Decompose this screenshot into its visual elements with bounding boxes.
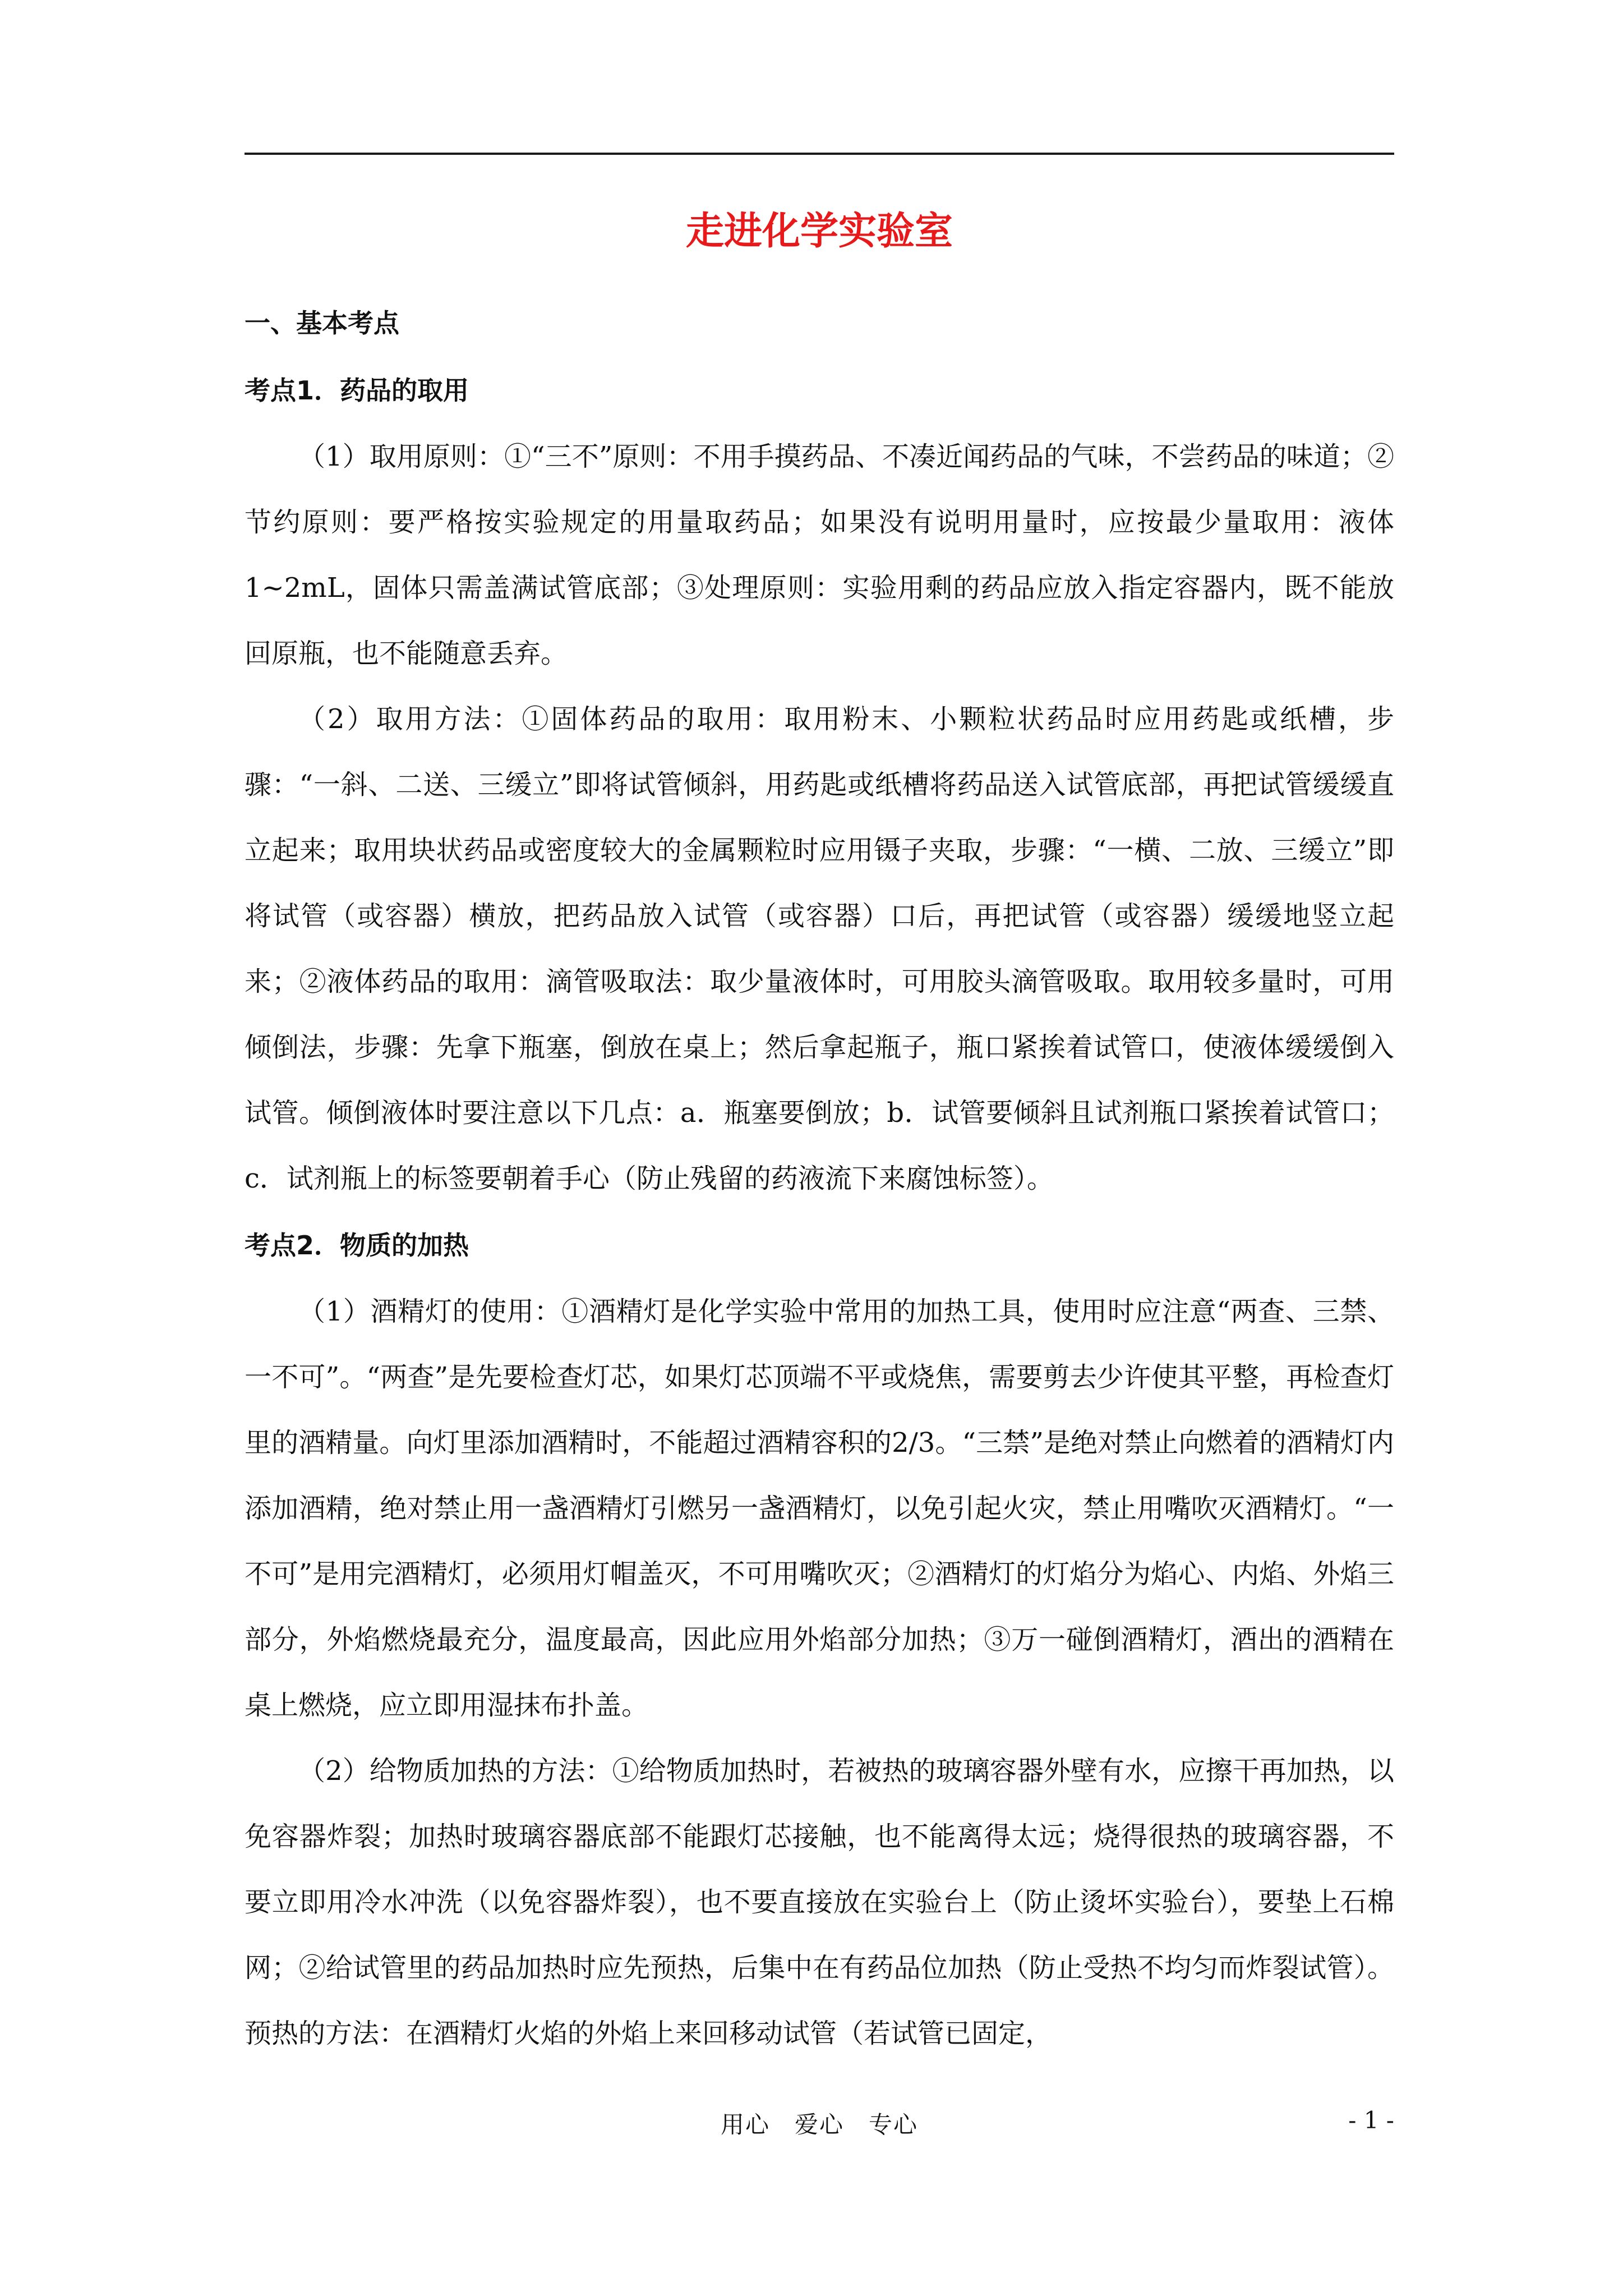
paragraph-alcohol-lamp: （1）酒精灯的使用：①酒精灯是化学实验中常用的加热工具，使用时应注意“两查、三禁、一不可”。“两查”是先要检查灯芯，如果灯芯顶端不平或烧焦，需要剪去少许使其平整，再检查灯里的酒精量。向灯里添加酒精时，不能超过酒精容积的2/3。“三禁”是绝对禁止向燃着的酒精灯内添加酒精，绝对禁止用一盏酒精灯引燃另一盏酒精灯，以免引起火灾，禁止用嘴吹灭酒精灯。“一不可”是用完酒精灯，必须用灯帽盖灭，不可用嘴吹灭；②酒精灯的灯焰分为焰心、内焰、外焰三部分，外焰燃烧最充分，温度最高，因此应用外焰部分加热；③万一碰倒酒精灯，酒出的酒精在桌上燃烧，应立即用湿抹布扑盖。 [245, 1296, 1394, 1721]
section-heading-point-2: 考点2．物质的加热 [245, 1230, 469, 1260]
document-title: 走进化学实验室 [685, 209, 953, 254]
header-rule [245, 153, 1394, 155]
section-heading-point-1: 考点1．药品的取用 [245, 375, 469, 406]
footer-motto: 用心 爱心 专心 [720, 2111, 918, 2138]
paragraph-principles: （1）取用原则：①“三不”原则：不用手摸药品、不凑近闻药品的气味，不尝药品的味道；②节约原则：要严格按实验规定的用量取药品；如果没有说明用量时，应按最少量取用：液体1~2mL，固体只需盖满试管底部；③处理原则：实验用剩的药品应放入指定容器内，既不能放回原瓶，也不能随意丢弃。 [245, 441, 1394, 669]
paragraph-methods: （2）取用方法：①固体药品的取用：取用粉末、小颗粒状药品时应用药匙或纸槽，步骤：“一斜、二送、三缓立”即将试管倾斜，用药匙或纸槽将药品送入试管底部，再把试管缓缓直立起来；取用块状药品或密度较大的金属颗粒时应用镊子夹取，步骤：“一横、二放、三缓立”即将试管（或容器）横放，把药品放入试管（或容器）口后，再把试管（或容器）缓缓地竖立起来；②液体药品的取用：滴管吸取法：取少量液体时，可用胶头滴管吸取。取用较多量时，可用倾倒法，步骤：先拿下瓶塞，倒放在桌上；然后拿起瓶子，瓶口紧挨着试管口，使液体缓缓倒入试管。倾倒液体时要注意以下几点：a．瓶塞要倒放；b．试管要倾斜且试剂瓶口紧挨着试管口；c．试剂瓶上的标签要朝着手心（防止残留的药液流下来腐蚀标签）。 [245, 703, 1394, 1194]
section-heading-basic-points: 一、基本考点 [245, 308, 399, 338]
page-number: - 1 - [1348, 2106, 1394, 2134]
document-body [245, 289, 1394, 2067]
paragraph-heating-methods: （2）给物质加热的方法：①给物质加热时，若被热的玻璃容器外壁有水，应擦干再加热，以免容器炸裂；加热时玻璃容器底部不能跟灯芯接触，也不能离得太远；烧得很热的玻璃容器，不要立即用冷水冲洗（以免容器炸裂），也不要直接放在实验台上（防止烫坏实验台），要垫上石棉网；②给试管里的药品加热时应先预热，后集中在有药品位加热（防止受热不均匀而炸裂试管）。预热的方法：在酒精灯火焰的外焰上来回移动试管（若试管已固定， [245, 1755, 1394, 2049]
